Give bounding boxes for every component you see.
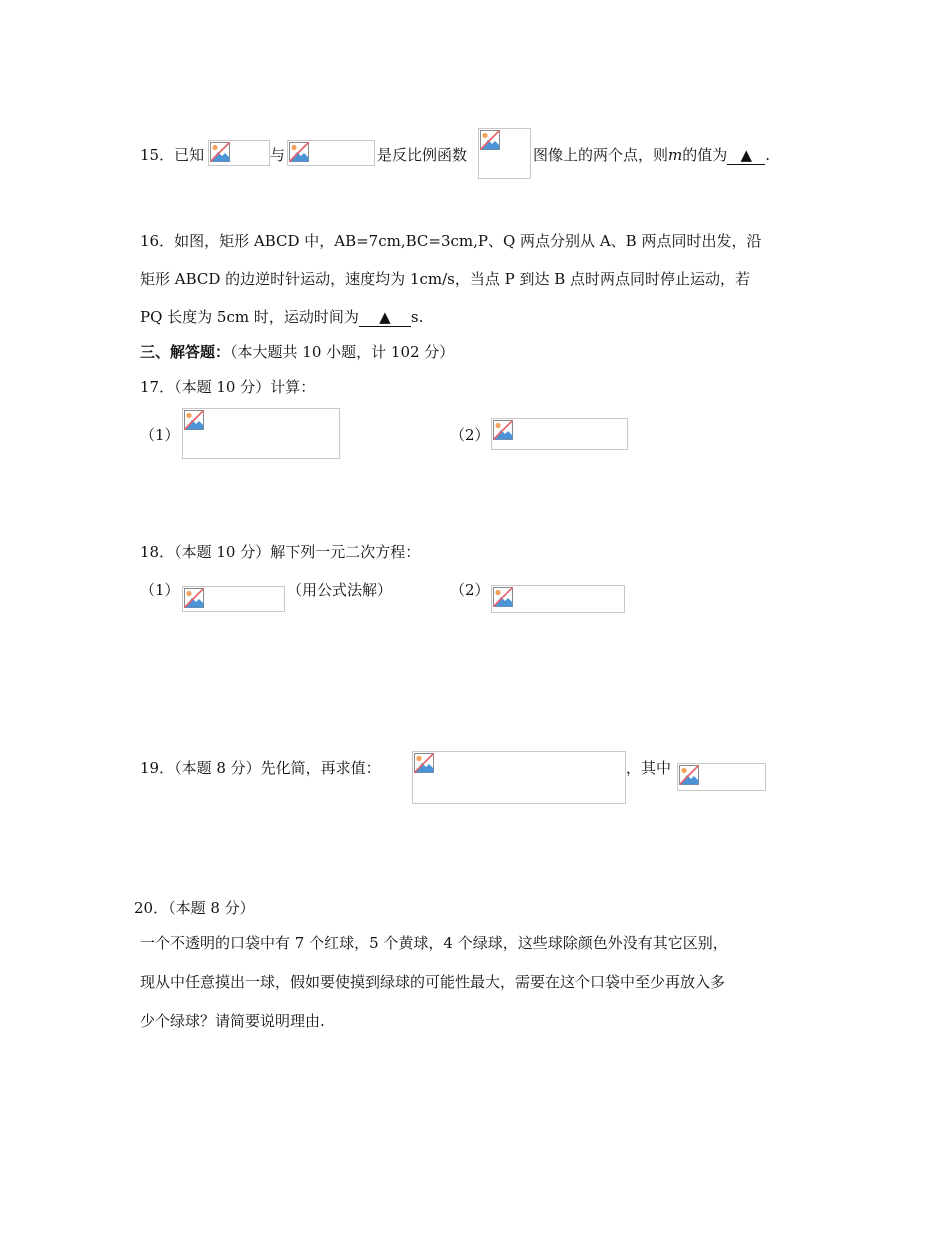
q18-part-1-formula-image [182,586,285,612]
q19-title: 19．（本题 8 分）先化简，再求值： [140,759,381,777]
q17-title: 17．（本题 10 分）计算： [140,378,316,396]
broken-image-icon [413,752,435,774]
q15-formula-image-1 [208,140,270,166]
q16-line-2: 矩形 ABCD 的边逆时针运动，速度均为 1cm/s，当点 P 到达 B 点时两点同时停止运动，若 [140,270,751,288]
q17-part-2-label: （2） [450,426,490,444]
q18-part-1-note: （用公式法解） [287,581,393,599]
q18-part-2-formula-image [491,585,625,613]
q15-tail [533,145,770,165]
q15-formula-image-3 [478,128,531,179]
q20-line-2: 现从中任意摸出一球，假如要使摸到绿球的可能性最大，需要在这个口袋中至少再放入多 [140,973,726,991]
q19-mid-text: ，其中 [626,759,672,777]
broken-image-icon [183,409,205,431]
broken-image-icon [479,129,501,151]
q15-formula-image-2 [287,140,375,166]
broken-image-icon [492,586,514,608]
q19-condition-image [677,763,766,791]
q15-text-2: 与 [270,146,286,164]
section-3-desc: （本大题共 10 小题，计 102 分） [230,343,455,361]
q15-text-5: 的值为 [682,146,728,164]
q18-part-1-label: （1） [140,581,180,599]
q15-text-3: 是反比例函数 [377,146,468,164]
section-3-title: 三、解答题： [140,343,231,361]
broken-image-icon [288,141,310,163]
broken-image-icon [183,587,205,609]
q20-title: 20．（本题 8 分） [134,899,255,917]
q16-line-3-pre: PQ 长度为 5cm 时，运动时间为 [140,308,359,326]
q15-text-4: 图像上的两个点，则 [533,146,669,164]
q17-part-1-label: （1） [140,426,180,444]
section-3-heading [140,342,454,362]
q17-part-1-formula-image [182,408,340,459]
q15-number-text [140,145,204,165]
q16-answer-blank: ▲ [359,308,411,327]
q17-part-2-formula-image [491,418,628,450]
q16-line-1: 16．如图，矩形 ABCD 中，AB=7cm,BC=3cm,P、Q 两点分别从 A、B 两点同时出发，沿 [140,232,762,250]
q19-expression-image [412,751,626,804]
q18-part-2-label: （2） [450,581,490,599]
q16-line-3 [140,307,423,327]
q20-line-3: 少个绿球？请简要说明理由. [140,1012,325,1030]
q16-line-3-post: s. [410,308,424,326]
q18-title: 18．（本题 10 分）解下列一元二次方程： [140,543,421,561]
q20-line-1: 一个不透明的口袋中有 7 个红球，5 个黄球，4 个绿球，这些球除颜色外没有其它区别， [140,934,728,952]
broken-image-icon [209,141,231,163]
q15-end: . [765,146,771,164]
q15-var-m: m [668,146,683,164]
broken-image-icon [678,764,700,786]
q15-answer-blank: ▲ [727,146,765,165]
q15-number: 15． [140,146,175,164]
broken-image-icon [492,419,514,441]
q15-text-1: 已知 [174,146,205,164]
